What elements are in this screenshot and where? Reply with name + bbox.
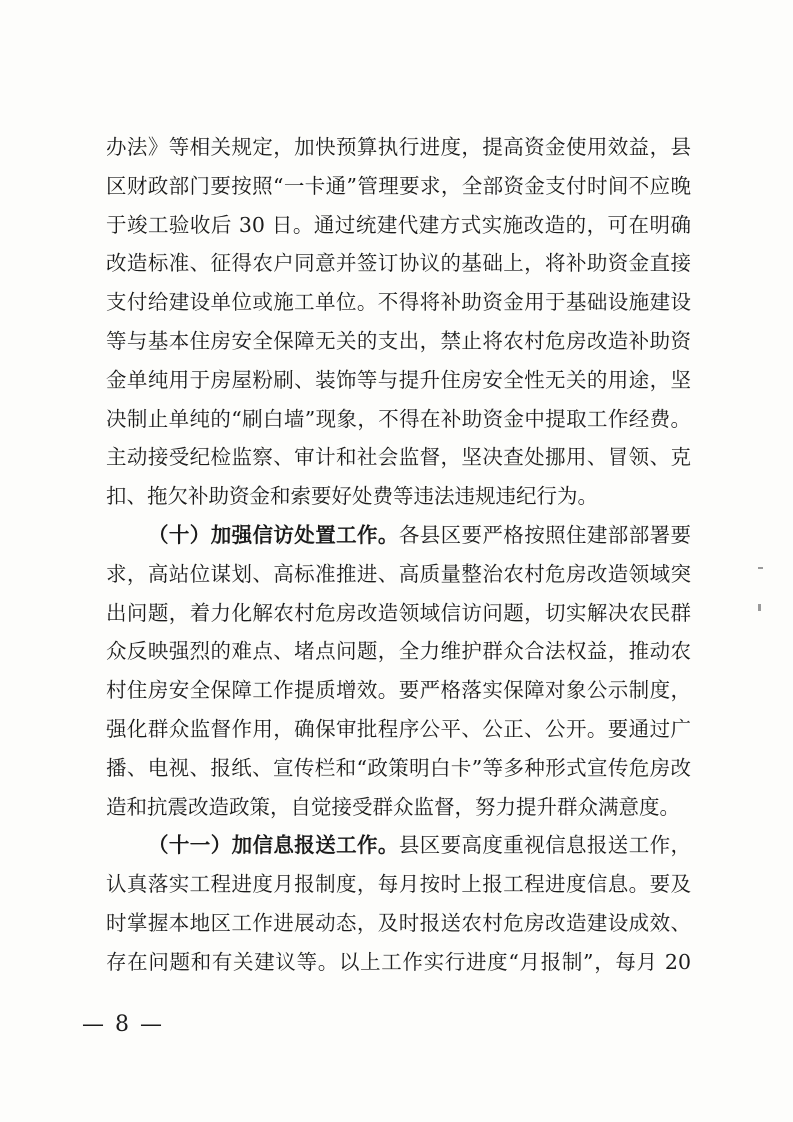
text-line: 等与基本住房安全保障无关的支出，禁止将农村危房改造补助资 (106, 328, 691, 353)
text-line: 村住房安全保障工作提质增效。要严格落实保障对象公示制度， (106, 678, 691, 703)
text-line: 区财政部门要按照“一卡通”管理要求，全部资金支付时间不应晚 (106, 173, 691, 198)
text-line: 金单纯用于房屋粉刷、装饰等与提升住房安全性无关的用途，坚 (106, 367, 691, 392)
section-heading: （十）加强信访处置工作。 (148, 522, 399, 547)
text-line: 支付给建设单位或施工单位。不得将补助资金用于基础设施建设 (106, 290, 691, 315)
paragraph-information-reporting (106, 826, 691, 981)
text-line: 播、电视、报纸、宣传栏和“政策明白卡”等多种形式宣传危房改 (106, 755, 691, 780)
text-line: 主动接受纪检监察、审计和社会监督，坚决查处挪用、冒领、克 (106, 445, 691, 470)
text-line: 存在问题和有关建议等。以上工作实行进度“月报制”，每月 20 (106, 949, 691, 974)
text-line: 强化群众监督作用，确保审批程序公平、公正、公开。要通过广 (106, 716, 691, 741)
text-line: 时掌握本地区工作进展动态，及时报送农村危房改造建设成效、 (106, 910, 691, 935)
text-line: 改造标准、征得农户同意并签订协议的基础上，将补助资金直接 (106, 251, 691, 276)
text-line: 于竣工验收后 30 日。通过统建代建方式实施改造的，可在明确 (106, 212, 691, 237)
text-line: 求，高站位谋划、高标准推进、高质量整治农村危房改造领域突 (106, 561, 691, 586)
text-line: 出问题，着力化解农村危房改造领域信访问题，切实解决农民群 (106, 600, 691, 625)
text-line: 造和抗震改造政策，自觉接受群众监督，努力提升群众满意度。 (106, 794, 680, 819)
section-heading: （十一）加信息报送工作。 (148, 833, 399, 858)
text-line (106, 516, 691, 555)
paragraph-petition-handling (106, 516, 691, 826)
text-line: 众反映强烈的难点、堵点问题，全力维护群众合法权益，推动农 (106, 639, 691, 664)
text-line: 办法》等相关规定，加快预算执行进度，提高资金使用效益，县 (106, 135, 691, 159)
text-run: 各县区要严格按照住建部部署要 (398, 522, 692, 547)
text-line (106, 826, 691, 865)
paragraph-fund-management (106, 128, 691, 516)
text-line: 认真落实工程进度月报制度，每月按时上报工程进度信息。要及 (106, 872, 691, 897)
scan-artifact (758, 567, 763, 569)
page-number: — 8 — (82, 1012, 164, 1037)
text-line: 扣、拖欠补助资金和索要好处费等违法违规违纪行为。 (106, 484, 598, 509)
document-body (106, 128, 691, 982)
text-line: 决制止单纯的“刷白墙”现象，不得在补助资金中提取工作经费。 (106, 406, 691, 431)
text-run: 县区要高度重视信息报送工作， (398, 833, 692, 858)
scan-artifact (758, 604, 761, 611)
